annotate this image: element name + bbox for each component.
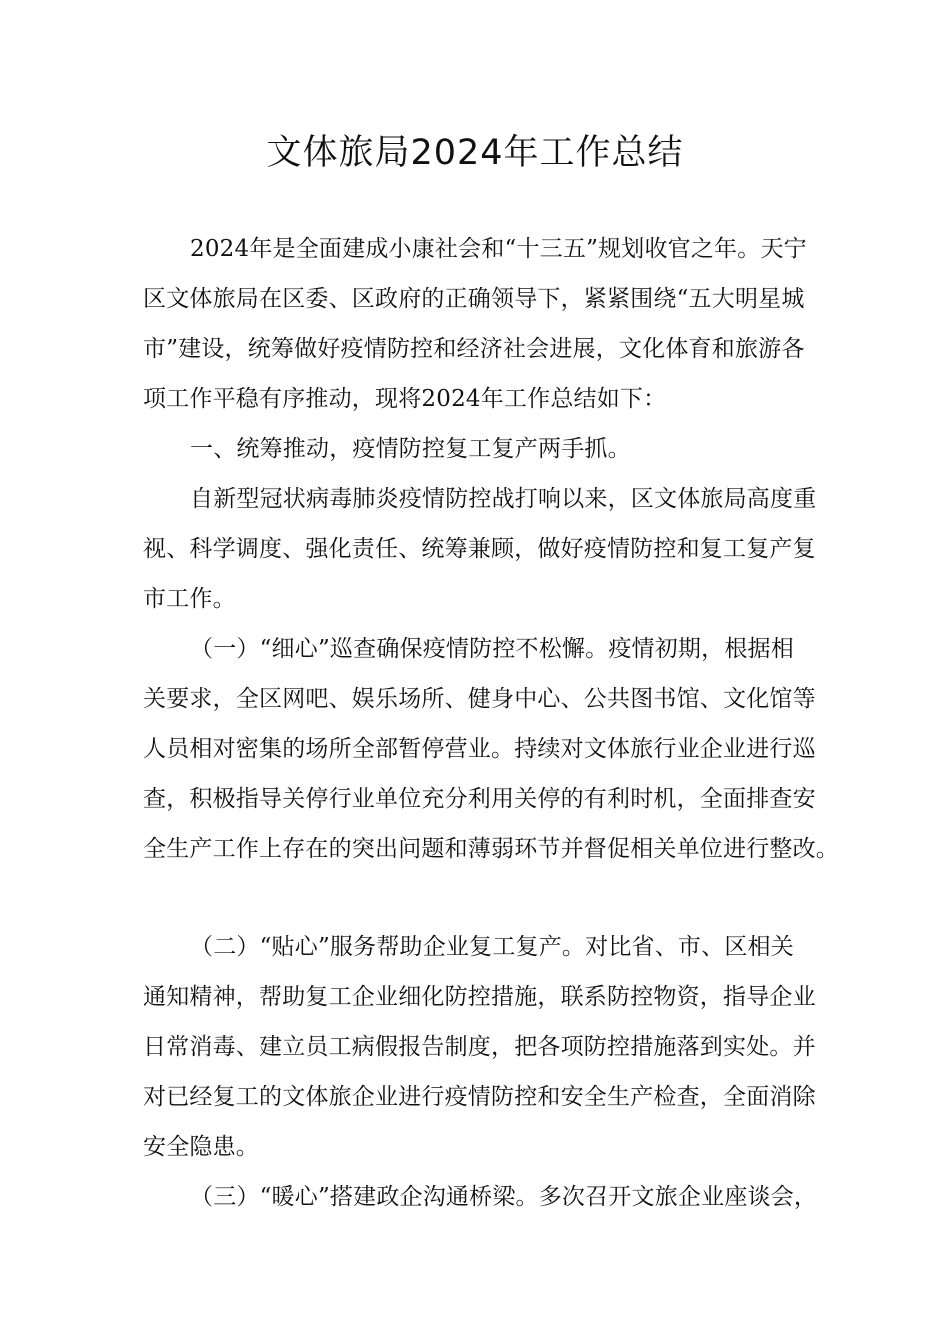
paragraph-line: 日常消毒、建立员工病假报告制度，把各项防控措施落到实处。并 — [143, 1034, 816, 1060]
paragraph-line: 人员相对密集的场所全部暂停营业。持续对文体旅行业企业进行巡 — [143, 736, 816, 762]
paragraph-line: 区文体旅局在区委、区政府的正确领导下，紧紧围绕“五大明星城 — [143, 286, 805, 312]
paragraph-line: 2024年是全面建成小康社会和“十三五”规划收官之年。天宁 — [190, 236, 807, 262]
paragraph-line: 查，积极指导关停行业单位充分利用关停的有利时机，全面排查安 — [143, 786, 816, 812]
paragraph-line: 安全隐患。 — [143, 1134, 259, 1160]
document-title: 文体旅局2024年工作总结 — [266, 133, 684, 173]
paragraph-line: 全生产工作上存在的突出问题和薄弱环节并督促相关单位进行整改。 — [143, 836, 839, 862]
paragraph-line: 视、科学调度、强化责任、统筹兼顾，做好疫情防控和复工复产复 — [143, 536, 816, 562]
paragraph-line: （二）“贴心”服务帮助企业复工复产。对比省、市、区相关 — [190, 934, 794, 960]
paragraph-line: 关要求，全区网吧、娱乐场所、健身中心、公共图书馆、文化馆等 — [143, 686, 816, 712]
paragraph-line: （一）“细心”巡查确保疫情防控不松懈。疫情初期，根据相 — [190, 636, 794, 662]
paragraph-line: 对已经复工的文体旅企业进行疫情防控和安全生产检查，全面消除 — [143, 1084, 816, 1110]
paragraph-line: 自新型冠状病毒肺炎疫情防控战打响以来，区文体旅局高度重 — [190, 486, 817, 512]
paragraph-line: （三）“暖心”搭建政企沟通桥梁。多次召开文旅企业座谈会， — [190, 1184, 818, 1210]
paragraph-line: 市工作。 — [143, 586, 236, 612]
section-heading: 一、统筹推动，疫情防控复工复产两手抓。 — [190, 436, 631, 462]
paragraph-line: 通知精神，帮助复工企业细化防控措施，联系防控物资，指导企业 — [143, 984, 816, 1010]
paragraph-line: 市”建设，统筹做好疫情防控和经济社会进展，文化体育和旅游各 — [143, 336, 805, 362]
paragraph-line: 项工作平稳有序推动，现将2024年工作总结如下： — [143, 386, 667, 412]
